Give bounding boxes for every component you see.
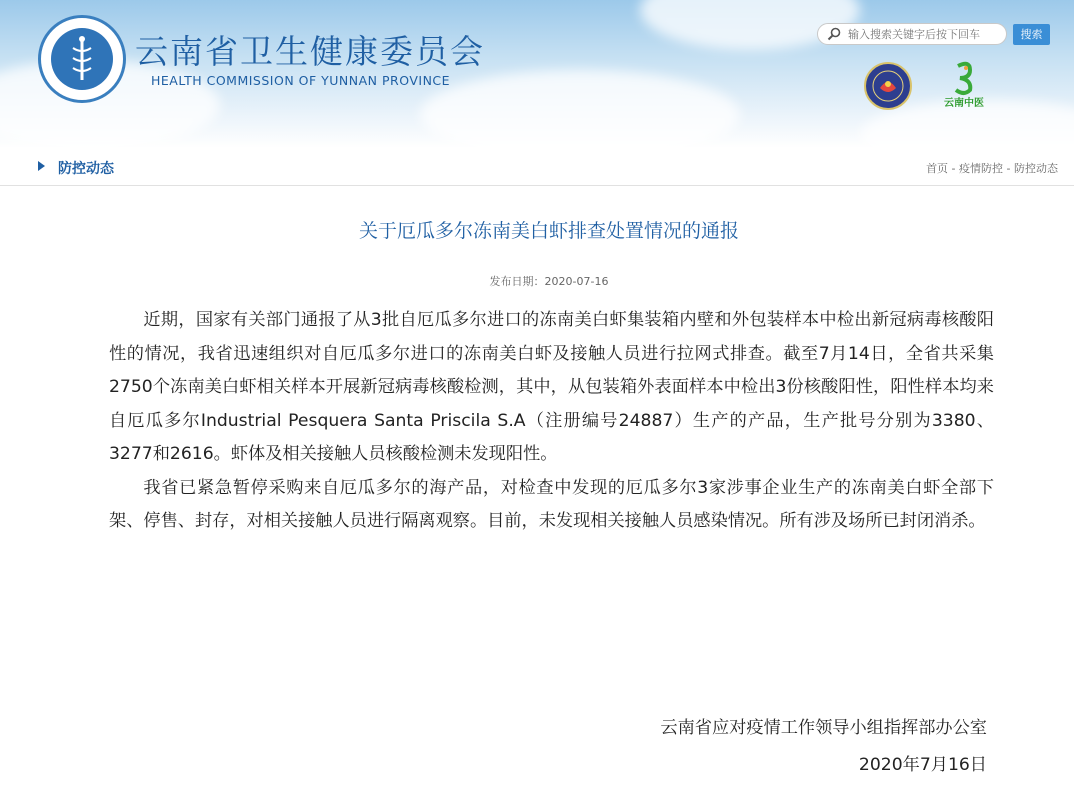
site-subtitle: HEALTH COMMISSION OF YUNNAN PROVINCE [151, 73, 451, 88]
article-body [109, 304, 994, 539]
breadcrumb [926, 160, 1058, 176]
search-icon [827, 27, 841, 41]
breadcrumb-current[interactable]: 防控动态 [1014, 162, 1058, 175]
signature-org: 云南省应对疫情工作领导小组指挥部办公室 [660, 718, 987, 738]
search-button[interactable]: 搜索 [1013, 24, 1050, 45]
badge-icon [866, 64, 910, 108]
section-nav-bar [0, 148, 1074, 186]
article-paragraph: 近期，国家有关部门通报了从3批自厄瓜多尔进口的冻南美白虾集装箱内壁和外包装样本中检出新冠病毒核酸阳性的情况，我省迅速组织对自厄瓜多尔进口的冻南美白虾及接触人员进行拉网式排查。截至7月14日，全省共采集2750个冻南美白虾相关样本开展新冠病毒核酸检测，其中，从包装箱外表面样本中检出3份核酸阳性，阳性样本均来自厄瓜多尔Industrial Pesquera Santa Priscila S.A（注册编号24887）生产的产品，生产批号分别为3380、3277和2616。虾体及相关接触人员核酸检测未发现阳性。 [109, 310, 994, 464]
breadcrumb-separator: - [1003, 162, 1014, 175]
article-title: 关于厄瓜多尔冻南美白虾排查处置情况的通报 [358, 220, 739, 242]
site-title[interactable]: 云南省卫生健康委员会 [135, 32, 485, 71]
search-box [817, 23, 1007, 45]
emblem-center [51, 28, 113, 90]
signature-date: 2020年7月16日 [858, 755, 987, 775]
cloud-decoration [420, 70, 740, 148]
breadcrumb-epidemic[interactable]: 疫情防控 [959, 162, 1004, 175]
article-signature [660, 710, 987, 784]
yunnan-tcm-logo[interactable] [936, 60, 992, 112]
health-commission-emblem[interactable] [38, 15, 126, 103]
triangle-right-icon [38, 161, 45, 171]
article-paragraph: 我省已紧急暂停采购来自厄瓜多尔的海产品，对检查中发现的厄瓜多尔3家涉事企业生产的冻南美白虾全部下架、停售、封存，对相关接触人员进行隔离观察。目前，未发现相关接触人员感染情况。所有涉及场所已封闭消杀。 [109, 477, 994, 531]
section-title[interactable]: 防控动态 [58, 161, 114, 177]
breadcrumb-home[interactable]: 首页 [926, 162, 949, 175]
site-header [0, 0, 1074, 148]
publish-date: 发布日期：2020-07-16 [489, 275, 609, 288]
caduceus-icon [51, 28, 113, 90]
breadcrumb-separator: - [948, 162, 960, 175]
tcm-logo-text: 云南中医 [944, 98, 984, 109]
search-input[interactable] [848, 26, 1003, 42]
tcm-leaf-icon [936, 60, 992, 96]
yunnan-health-logo[interactable] [864, 62, 912, 110]
